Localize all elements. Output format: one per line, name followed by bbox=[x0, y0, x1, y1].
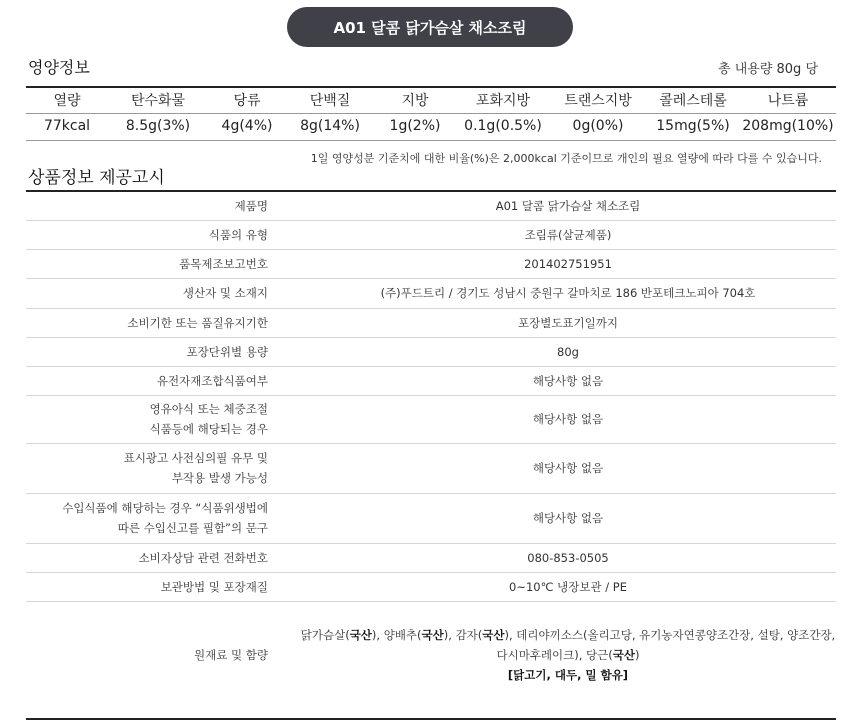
nutrition-header-row bbox=[26, 87, 836, 113]
info-value: 080-853-0505 bbox=[270, 543, 836, 572]
serving-size: 총 내용량 80g 당 bbox=[718, 62, 818, 77]
nutrient-header: 당류 bbox=[208, 87, 286, 113]
info-row bbox=[26, 220, 836, 249]
info-row bbox=[26, 192, 836, 220]
ingredients-label: 원재료 및 함량 bbox=[194, 648, 268, 663]
nutrition-section-title: 영양정보 bbox=[28, 58, 90, 77]
nutrient-value: 15mg(5%) bbox=[656, 118, 730, 135]
nutrient-value: 4g(4%) bbox=[221, 118, 273, 135]
nutrition-table bbox=[26, 87, 836, 139]
nutrient-header: 콜레스테롤 bbox=[646, 87, 740, 113]
product-info-table bbox=[26, 192, 836, 709]
nutrient-value: 0.1g(0.5%) bbox=[464, 118, 542, 135]
info-label: 소비기한 또는 품질유지기한 bbox=[26, 308, 270, 337]
info-label: 유전자재조합식품여부 bbox=[26, 366, 270, 395]
info-row bbox=[26, 278, 836, 308]
info-label: 포장단위별 용량 bbox=[26, 337, 270, 366]
nutrient-value: 77kcal bbox=[43, 118, 91, 135]
info-value: 80g bbox=[270, 337, 836, 366]
info-bottom-rule bbox=[26, 718, 836, 720]
nutrient-header: 열량 bbox=[26, 87, 108, 113]
info-row bbox=[26, 337, 836, 366]
info-value: 해당사항 없음 bbox=[270, 395, 836, 443]
info-label: 생산자 및 소재지 bbox=[26, 278, 270, 308]
product-info-section-title: 상품정보 제공고시 bbox=[28, 168, 165, 188]
info-value: 201402751951 bbox=[270, 249, 836, 278]
nutrition-value-row bbox=[26, 113, 836, 139]
nutrient-header: 지방 bbox=[374, 87, 456, 113]
info-label: 소비자상담 관련 전화번호 bbox=[26, 543, 270, 572]
nutrient-value: 1g(2%) bbox=[389, 118, 441, 135]
info-value: (주)푸드트리 / 경기도 성남시 중원구 갈마치로 186 반포테크노피아 704호 bbox=[270, 278, 836, 308]
info-label: 수입식품에 해당하는 경우 “식품위생법에 따른 수입신고를 필함”의 문구 bbox=[26, 493, 270, 543]
info-value: 0~10℃ 냉장보관 / PE bbox=[270, 572, 836, 601]
info-value: 해당사항 없음 bbox=[270, 493, 836, 543]
info-label: 식품의 유형 bbox=[26, 220, 270, 249]
info-row bbox=[26, 572, 836, 601]
info-row bbox=[26, 366, 836, 395]
nutrient-header: 나트륨 bbox=[740, 87, 836, 113]
info-value: 조림류(살균제품) bbox=[270, 220, 836, 249]
nutrient-value: 8.5g(3%) bbox=[125, 118, 191, 135]
allergen-notice: [닭고기, 대두, 밀 함유] bbox=[507, 668, 629, 683]
info-row bbox=[26, 249, 836, 278]
nutrient-header: 트랜스지방 bbox=[550, 87, 646, 113]
nutrient-value: 0g(0%) bbox=[572, 118, 624, 135]
info-row bbox=[26, 493, 836, 543]
info-value: 해당사항 없음 bbox=[270, 443, 836, 493]
nutrition-footnote: 1일 영양성분 기준치에 대한 비율(%)은 2,000kcal 기준이므로 개인의 필요 열량에 따라 다를 수 있습니다. bbox=[310, 152, 822, 165]
info-value: 포장별도표기일까지 bbox=[270, 308, 836, 337]
info-row bbox=[26, 443, 836, 493]
nutrient-header: 탄수화물 bbox=[108, 87, 208, 113]
info-value: A01 달콤 닭가슴살 채소조림 bbox=[270, 192, 836, 220]
nutrition-bottom-rule bbox=[26, 140, 836, 141]
info-label: 제품명 bbox=[26, 192, 270, 220]
product-title-banner: A01 달콤 닭가슴살 채소조림 bbox=[287, 7, 573, 47]
info-row bbox=[26, 543, 836, 572]
nutrient-header: 단백질 bbox=[286, 87, 374, 113]
nutrient-value: 208mg(10%) bbox=[742, 118, 834, 135]
ingredients-row bbox=[26, 601, 836, 709]
ingredients-value: 닭가슴살(국산), 양배추(국산), 감자(국산), 데리야끼소스(올리고당, 유기농자연콩양조간장, 설탕, 양조간장, 다시마후레이크), 당근(국산) [닭고기, 대두, 밀 함유] bbox=[300, 628, 836, 683]
info-label: 영유아식 또는 체중조절 식품등에 해당되는 경우 bbox=[26, 395, 270, 443]
info-label: 품목제조보고번호 bbox=[26, 249, 270, 278]
info-label: 보관방법 및 포장재질 bbox=[26, 572, 270, 601]
info-row bbox=[26, 395, 836, 443]
info-value: 해당사항 없음 bbox=[270, 366, 836, 395]
nutrient-value: 8g(14%) bbox=[300, 118, 360, 135]
info-label: 표시광고 사전심의필 유무 및 부작용 발생 가능성 bbox=[26, 443, 270, 493]
nutrient-header: 포화지방 bbox=[456, 87, 550, 113]
info-row bbox=[26, 308, 836, 337]
